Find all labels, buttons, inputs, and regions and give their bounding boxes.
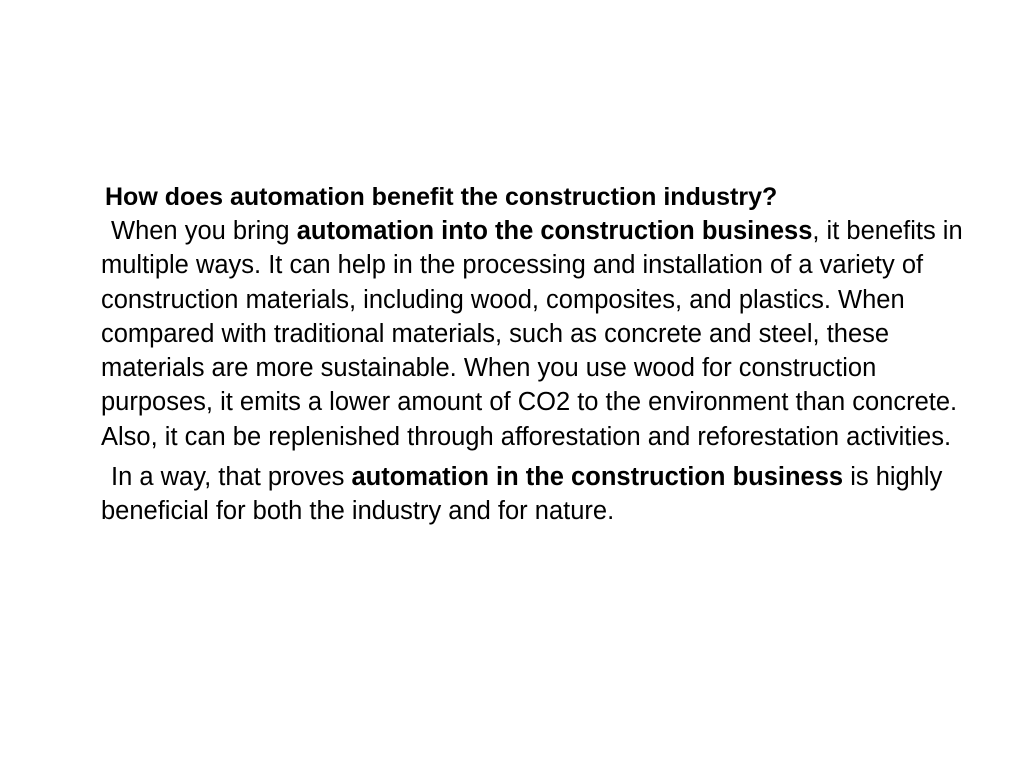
paragraph2-bold-phrase: automation in the construction business <box>351 463 844 492</box>
paragraph1-lead: When you bring <box>111 217 297 245</box>
paragraph1-rest: , it benefits in multiple ways. It can help in the processing and installation of a variety of construction materials, including wood, composites, and plastics. When compared with traditional materials, such as concrete and steel, these materials are more sustainable. When you use wood for construction purposes, it emits a lower amount of CO2 to the environment than concrete. Also, it can be replenished through afforestation and reforestation activities. <box>101 217 963 451</box>
paragraph-automation-benefits <box>101 214 971 454</box>
slide-content <box>101 180 971 529</box>
paragraph-conclusion <box>101 460 971 529</box>
paragraph2-rest: is highly beneficial for both the industry and for nature. <box>101 463 943 526</box>
paragraph2-lead: In a way, that proves <box>111 463 352 492</box>
paragraph1-bold-phrase: automation into the construction business <box>296 217 813 245</box>
slide-heading: How does automation benefit the construction industry? <box>105 183 778 211</box>
